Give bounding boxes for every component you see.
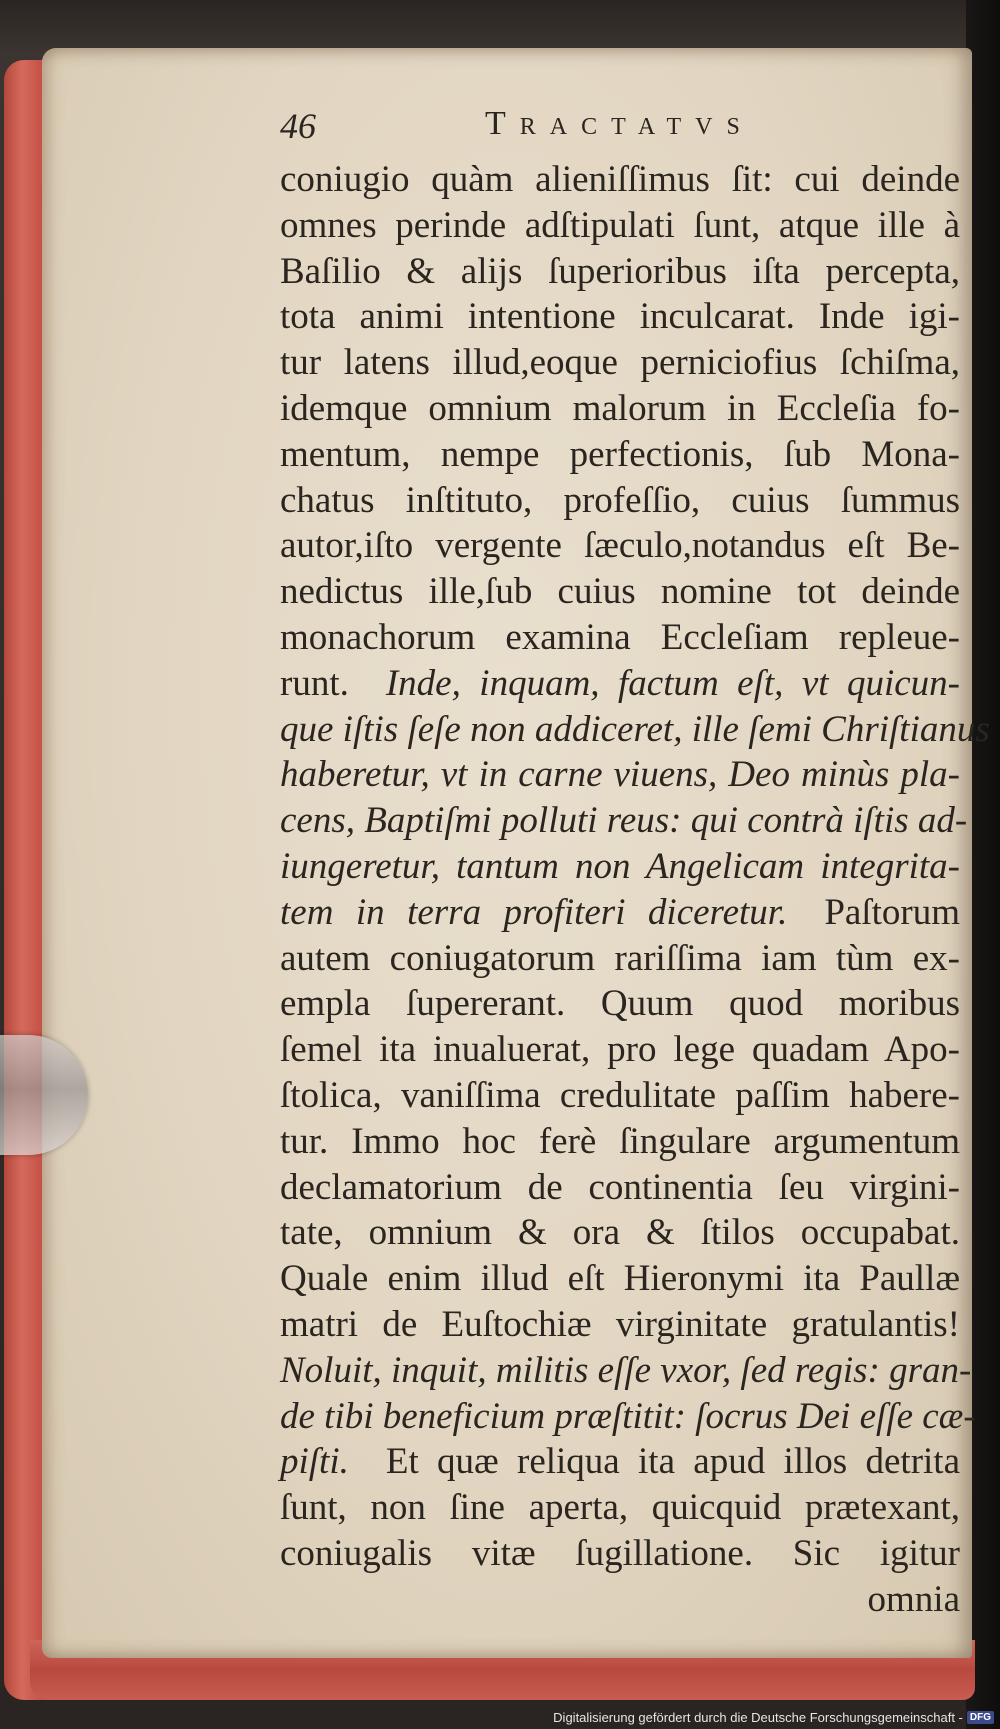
- line-text: Quale enim illud eſt Hieronymi ita Paullæ: [280, 1258, 960, 1300]
- line-text: ſunt, non ſine aperta, quicquid prætexant,: [280, 1487, 960, 1529]
- line-text: piſti.: [280, 1441, 349, 1483]
- line-text: declamatorium de continentia ſeu virgini-: [280, 1166, 960, 1208]
- text-line: [280, 432, 960, 478]
- line-text: tur. Immo hoc ferè ſingulare argumentum: [280, 1120, 960, 1162]
- text-line: [280, 752, 960, 798]
- line-text: tota animi intentione inculcarat. Inde igi-: [280, 296, 960, 338]
- line-text: monachorum examina Eccleſiam repleue-: [280, 616, 960, 658]
- line-text: autem coniugatorum rariſſima iam tùm ex-: [280, 937, 960, 979]
- line-text: omnia: [867, 1578, 960, 1620]
- page-header: [280, 105, 960, 157]
- text-line: [280, 615, 960, 661]
- text-line: [280, 1027, 960, 1073]
- text-line: [280, 157, 960, 203]
- footer: [553, 1710, 994, 1725]
- text-line: [280, 569, 960, 615]
- text-line: [280, 1256, 960, 1302]
- text-block: [280, 105, 990, 1623]
- line-text: Noluit, inquit, militis eſſe vxor, ſed regis: gran-: [280, 1349, 972, 1391]
- page-number: 46: [280, 106, 316, 146]
- line-text: tem in terra profiteri diceretur.: [280, 891, 788, 933]
- line-text: que iſtis ſeſe non addiceret, ille ſemi Chriſtianus: [280, 708, 990, 750]
- line-text: haberetur, vt in carne viuens, Deo minùs pla-: [280, 754, 960, 796]
- text-line: [280, 1302, 960, 1348]
- line-text: coniugalis vitæ ſugillatione. Sic igitur: [280, 1532, 960, 1574]
- text-line: [280, 1439, 960, 1485]
- text-line: [280, 203, 960, 249]
- catchword: [280, 1577, 960, 1623]
- line-text: nedictus ille,ſub cuius nomine tot deinde: [280, 571, 960, 613]
- running-title: Tractatvs: [485, 105, 754, 142]
- text-line: [280, 478, 960, 524]
- text-line: [280, 1165, 960, 1211]
- text-line: [280, 981, 960, 1027]
- line-text: autor,iſto vergente ſæculo,notandus eſt Be-: [280, 525, 960, 567]
- dfg-logo-icon: DFG: [967, 1711, 994, 1724]
- line-text: idemque omnium malorum in Eccleſia fo-: [280, 387, 960, 429]
- text-line: [280, 707, 990, 753]
- line-text: runt.: [280, 662, 349, 704]
- line-text-tail: Paſtorum: [824, 891, 960, 933]
- text-lines: [280, 157, 990, 1623]
- text-line: [280, 523, 960, 569]
- text-line: [280, 340, 960, 386]
- text-line: [280, 1119, 960, 1165]
- line-text: tur latens illud,eoque perniciofius ſchiſma,: [280, 342, 960, 384]
- text-line: [280, 1073, 960, 1119]
- line-text: chatus inſtituto, profeſſio, cuius ſummus: [280, 479, 960, 521]
- line-text: mentum, nempe perfectionis, ſub Mona-: [280, 433, 960, 475]
- text-line: [280, 1210, 960, 1256]
- text-line: [280, 890, 960, 936]
- text-line: [280, 294, 960, 340]
- line-text: ſemel ita inualuerat, pro lege quadam Apo-: [280, 1029, 960, 1071]
- line-text: Baſilio & alijs ſuperioribus iſta percepta,: [280, 250, 960, 292]
- line-text: ſtolica, vaniſſima credulitate paſſim habere-: [280, 1074, 960, 1116]
- text-line: [280, 1348, 972, 1394]
- footer-credit: Digitalisierung gefördert durch die Deutsche Forschungsgemeinschaft -: [553, 1710, 963, 1725]
- line-text: coniugio quàm alieniſſimus ſit: cui deinde: [280, 159, 960, 200]
- text-line: [280, 1531, 960, 1577]
- text-line: [280, 1485, 960, 1531]
- text-line: [280, 936, 960, 982]
- text-line: [280, 249, 960, 295]
- line-text: empla ſupererant. Quum quod moribus: [280, 983, 960, 1025]
- line-text-tail: Et quæ reliqua ita apud illos detrita: [385, 1441, 960, 1483]
- line-text: tate, omnium & ora & ſtilos occupabat.: [280, 1212, 960, 1254]
- line-text: omnes perinde adſtipulati ſunt, atque ille à: [280, 204, 960, 246]
- line-text: de tibi beneficium præſtitit: ſocrus Dei eſſe cæ-: [280, 1395, 976, 1437]
- line-text: matri de Euſtochiæ virginitate gratulantis!: [280, 1303, 960, 1345]
- text-line: [280, 798, 968, 844]
- text-line: [280, 386, 960, 432]
- text-line: [280, 1394, 976, 1440]
- text-line: [280, 661, 960, 707]
- line-text: iungeretur, tantum non Angelicam integrita-: [280, 845, 960, 887]
- line-text: cens, Baptiſmi polluti reus: qui contrà iſtis ad-: [280, 800, 968, 842]
- line-text-tail: Inde, inquam, factum eſt, vt quicun-: [385, 662, 960, 704]
- text-line: [280, 844, 960, 890]
